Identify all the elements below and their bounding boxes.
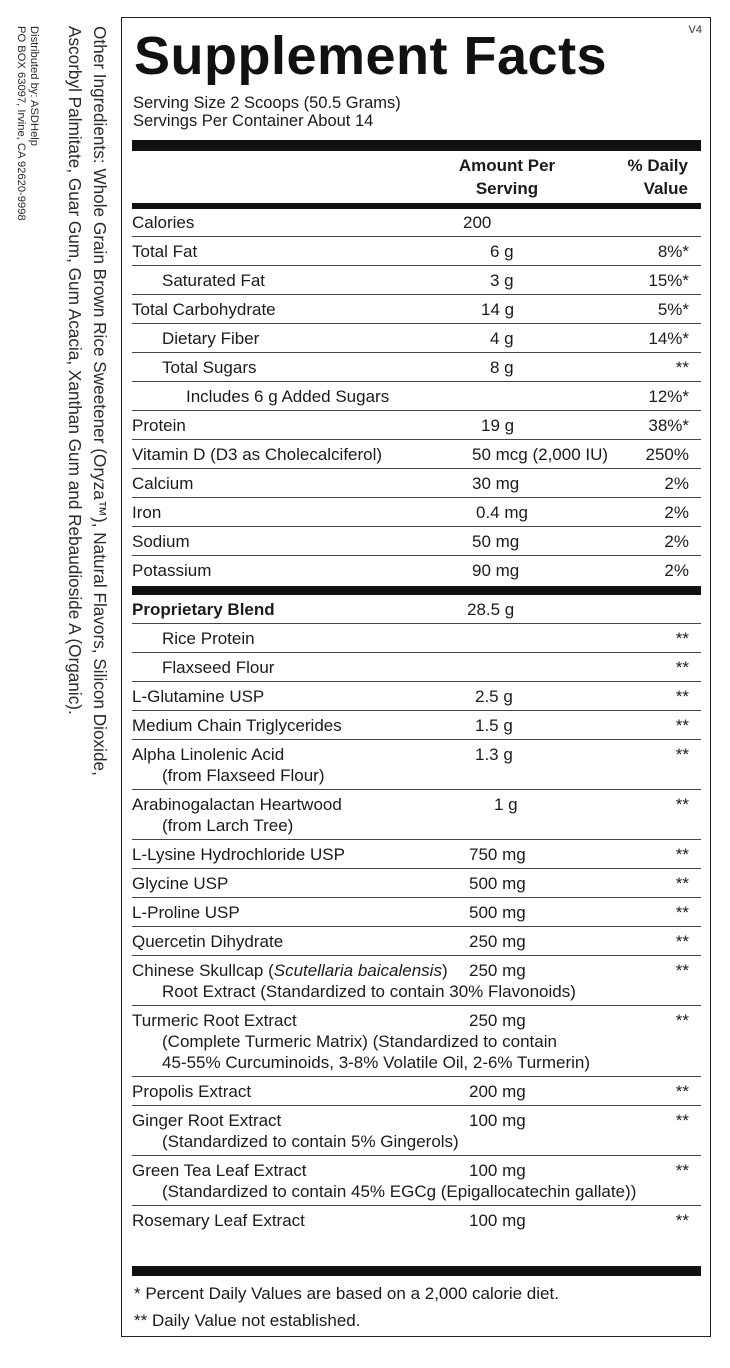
nutrient-amount: 3 g [490,271,514,290]
blend-name: Quercetin Dihydrate [132,932,284,951]
nutrient-name: Calories [132,213,195,232]
blend-name: Rosemary Leaf Extract [132,1211,305,1230]
table-row [132,1006,701,1077]
blend-name: Ginger Root Extract [132,1111,282,1130]
table-row [132,237,701,266]
footnote-daily-values: * Percent Daily Values are based on a 2,000 calorie diet. [134,1284,559,1303]
table-row [132,1077,701,1106]
nutrient-dv: ** [675,358,689,377]
other-ingredients [65,26,112,1368]
blend-name: Propolis Extract [132,1082,252,1101]
distributor-info [0,26,40,1368]
blend-amount: 500 mg [469,903,526,922]
blend-dv: ** [675,658,689,677]
footnote-not-established: ** Daily Value not established. [134,1311,361,1330]
nutrient-name: Protein [132,416,186,435]
other-ingredients-line2: Ascorbyl Palmitate, Guar Gum, Gum Acacia, Xanthan Gum and Rebaudioside A (Organic). [65,26,85,715]
blend-name-part: ) [441,961,448,980]
nutrient-name: Total Fat [132,242,198,261]
nutrient-amount: 30 mg [472,474,520,493]
table-row [132,1106,701,1156]
nutrient-dv: 38%* [648,416,689,435]
table-row [132,711,701,740]
column-header [122,154,710,204]
blend-amount: 28.5 g [467,600,515,619]
table-row [132,469,701,498]
blend-amount: 250 mg [469,961,526,980]
divider-thick-top [132,140,701,151]
serving-info [133,94,401,130]
blend-dv: ** [675,845,689,864]
blend-subtext: Root Extract (Standardized to contain 30% Flavonoids) [162,982,576,1001]
nutrient-name: Includes 6 g Added Sugars [186,387,390,406]
nutrient-name: Potassium [132,561,212,580]
nutrient-amount: 50 mcg (2,000 IU) [472,445,609,464]
header-dv-line1: % Daily [627,156,688,175]
nutrient-name: Iron [132,503,162,522]
blend-amount: 750 mg [469,845,526,864]
blend-amount: 1.3 g [475,745,513,764]
nutrient-name: Calcium [132,474,194,493]
blend-name: Glycine USP [132,874,229,893]
blend-name: Flaxseed Flour [162,658,275,677]
blend-name: Arabinogalactan Heartwood [132,795,342,814]
nutrient-rows [132,208,701,1234]
blend-subtext: (Complete Turmeric Matrix) (Standardized to contain [162,1032,557,1051]
table-row [132,527,701,556]
header-dv-line2: Value [643,179,688,198]
blend-amount: 500 mg [469,874,526,893]
blend-dv: ** [675,1211,689,1230]
blend-dv: ** [675,687,689,706]
table-row [132,898,701,927]
blend-dv: ** [675,716,689,735]
blend-dv: ** [675,1111,689,1130]
table-row [132,556,701,584]
blend-name: Alpha Linolenic Acid [132,745,285,764]
blend-name: Rice Protein [162,629,255,648]
nutrient-name: Vitamin D (D3 as Cholecalciferol) [132,445,383,464]
blend-subtext: (Standardized to contain 45% EGCg (Epigallocatechin gallate)) [162,1182,637,1201]
blend-name: Proprietary Blend [132,600,275,619]
blend-amount: 2.5 g [475,687,513,706]
servings-per-container: Servings Per Container About 14 [133,112,374,130]
header-amount-line2: Serving [475,179,539,198]
table-row [132,624,701,653]
nutrient-amount: 90 mg [472,561,520,580]
blend-amount: 250 mg [469,932,526,951]
blend-name: L-Proline USP [132,903,240,922]
table-row [132,956,701,1006]
blend-amount: 250 mg [469,1011,526,1030]
blend-dv: ** [675,795,689,814]
nutrient-amount: 8 g [490,358,514,377]
nutrient-name: Saturated Fat [162,271,266,290]
table-row [132,498,701,527]
table-row [132,440,701,469]
blend-amount: 100 mg [469,1211,526,1230]
nutrient-amount: 19 g [481,416,515,435]
table-row [132,266,701,295]
blend-name-botanical: Scutellaria baicalensis [273,961,442,980]
blend-dv: ** [675,903,689,922]
nutrient-dv: 8%* [657,242,689,261]
blend-name: L-Lysine Hydrochloride USP [132,845,345,864]
blend-name: Turmeric Root Extract [132,1011,297,1030]
blend-amount: 100 mg [469,1111,526,1130]
blend-subtext: (from Flaxseed Flour) [162,766,325,785]
blend-dv: ** [675,874,689,893]
blend-name: L-Glutamine USP [132,687,265,706]
version-label: V4 [688,24,702,36]
divider-thick-bottom [132,1266,701,1276]
blend-name-part: Chinese Skullcap ( [132,961,274,980]
header-amount-line1: Amount Per [458,156,556,175]
blend-subtext: 45-55% Curcuminoids, 3-8% Volatile Oil, 2-6% Turmerin) [162,1053,591,1072]
other-ingredients-line1: Other Ingredients: Whole Grain Brown Rice Sweetener (Oryza™), Natural Flavors, Silicon Dioxide, [90,26,110,776]
nutrient-dv: 250% [645,445,689,464]
nutrient-amount: 200 [463,213,492,232]
blend-amount: 100 mg [469,1161,526,1180]
table-row [132,1206,701,1234]
nutrient-amount: 6 g [490,242,514,261]
table-row [132,1156,701,1206]
table-row [132,653,701,682]
nutrient-dv: 14%* [648,329,689,348]
table-row [132,411,701,440]
table-row [132,353,701,382]
header-daily-value [598,154,688,200]
nutrient-name: Sodium [132,532,190,551]
divider-blend [132,586,701,595]
nutrient-dv: 2% [664,532,689,551]
table-row [132,682,701,711]
footnotes [134,1280,559,1334]
blend-amount: 1 g [494,795,518,814]
nutrient-name: Dietary Fiber [162,329,260,348]
nutrient-name: Total Sugars [162,358,257,377]
nutrient-dv: 2% [664,503,689,522]
table-row [132,382,701,411]
table-row [132,927,701,956]
nutrient-dv: 2% [664,474,689,493]
distributor-line1: Distributed by: ASDHelp [28,26,40,147]
nutrient-amount: 0.4 mg [476,503,528,522]
nutrient-dv: 2% [664,561,689,580]
nutrient-amount: 4 g [490,329,514,348]
blend-subtext: (from Larch Tree) [162,816,294,835]
header-amount [422,154,592,200]
table-row [132,790,701,840]
blend-dv: ** [675,745,689,764]
blend-amount: 200 mg [469,1082,526,1101]
table-row [132,324,701,353]
blend-dv: ** [675,629,689,648]
blend-dv: ** [675,1161,689,1180]
blend-dv: ** [675,961,689,980]
nutrient-amount: 50 mg [472,532,520,551]
blend-name: Green Tea Leaf Extract [132,1161,307,1180]
blend-name: Medium Chain Triglycerides [132,716,342,735]
serving-size: Serving Size 2 Scoops (50.5 Grams) [133,94,401,112]
nutrient-dv: 15%* [648,271,689,290]
table-row [132,840,701,869]
blend-dv: ** [675,1011,689,1030]
panel-title: Supplement Facts [134,26,608,86]
table-row [132,869,701,898]
supplement-facts-panel [121,17,711,1337]
blend-name [132,960,701,981]
distributor-line2: PO BOX 63097, Irvine, CA 92620-9998 [15,26,28,221]
table-row [132,295,701,324]
nutrient-dv: 5%* [657,300,689,319]
table-row [132,740,701,790]
table-row [132,595,701,624]
blend-subtext: (Standardized to contain 5% Gingerols) [162,1132,459,1151]
nutrient-name: Total Carbohydrate [132,300,276,319]
blend-amount: 1.5 g [475,716,513,735]
blend-dv: ** [675,932,689,951]
nutrient-amount: 14 g [481,300,515,319]
nutrient-dv: 12%* [648,387,689,406]
table-row [132,208,701,237]
blend-dv: ** [675,1082,689,1101]
